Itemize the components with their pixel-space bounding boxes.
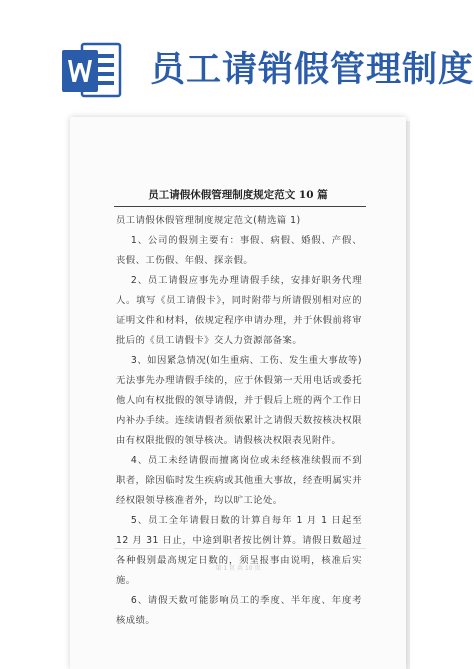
title-banner <box>0 0 474 110</box>
paragraph: 2、员工请假应事先办理请假手续，安排好职务代理人。填写《员工请假卡》，同时附带与所请假别相对应的证明文件和材料，依规定程序申请办理，并于休假前将审批后的《员工请假卡》交人力资源部备案。 <box>116 275 362 346</box>
paragraph: 1、公司的假别主要有：事假、病假、婚假、产假、丧假、工伤假、年假、探亲假。 <box>116 235 362 266</box>
paragraph: 6、请假天数可能影响员工的季度、半年度、年度考核成绩。 <box>116 595 362 626</box>
paragraph: 5、员工全年请假日数的计算自每年 1 月 1 日起至 12 月 31 日止，中途到职者按比例计算。请假日数超过各种假别最高规定日数的，须呈报事由说明，核准后实施。 <box>116 515 362 586</box>
title-divider <box>114 206 366 207</box>
document-page <box>70 117 406 669</box>
paragraph: 3、如因紧急情况(如生重病、工伤、发生重大事故等)无法事先办理请假手续的，应于休假第一天用电话或委托他人向有权批假的领导请假，并于假后上班的两个工作日内补办手续。连续请假者须依累计之请假天数按核决权限由有权限批假的领导核决。请假核决权限表见附件。 <box>116 355 362 446</box>
document-title: 员工请假休假管理制度规定范文 10 篇 <box>148 189 328 201</box>
paragraph: 4、员工未经请假而擅离岗位或未经核准续假而不到职者，除因临时发生疾病或其他重大事故，经查明属实并经权限领导核准者外，均以旷工论处。 <box>116 455 362 506</box>
word-document-icon <box>58 38 124 104</box>
page-number: 第 1 页 共 10 页 <box>215 565 261 572</box>
footer-divider <box>114 548 366 549</box>
document-intro: 员工请假休假管理制度规定范文(精选篇 1) <box>116 215 301 226</box>
banner-title: 员工请销假管理制度 <box>150 50 474 90</box>
